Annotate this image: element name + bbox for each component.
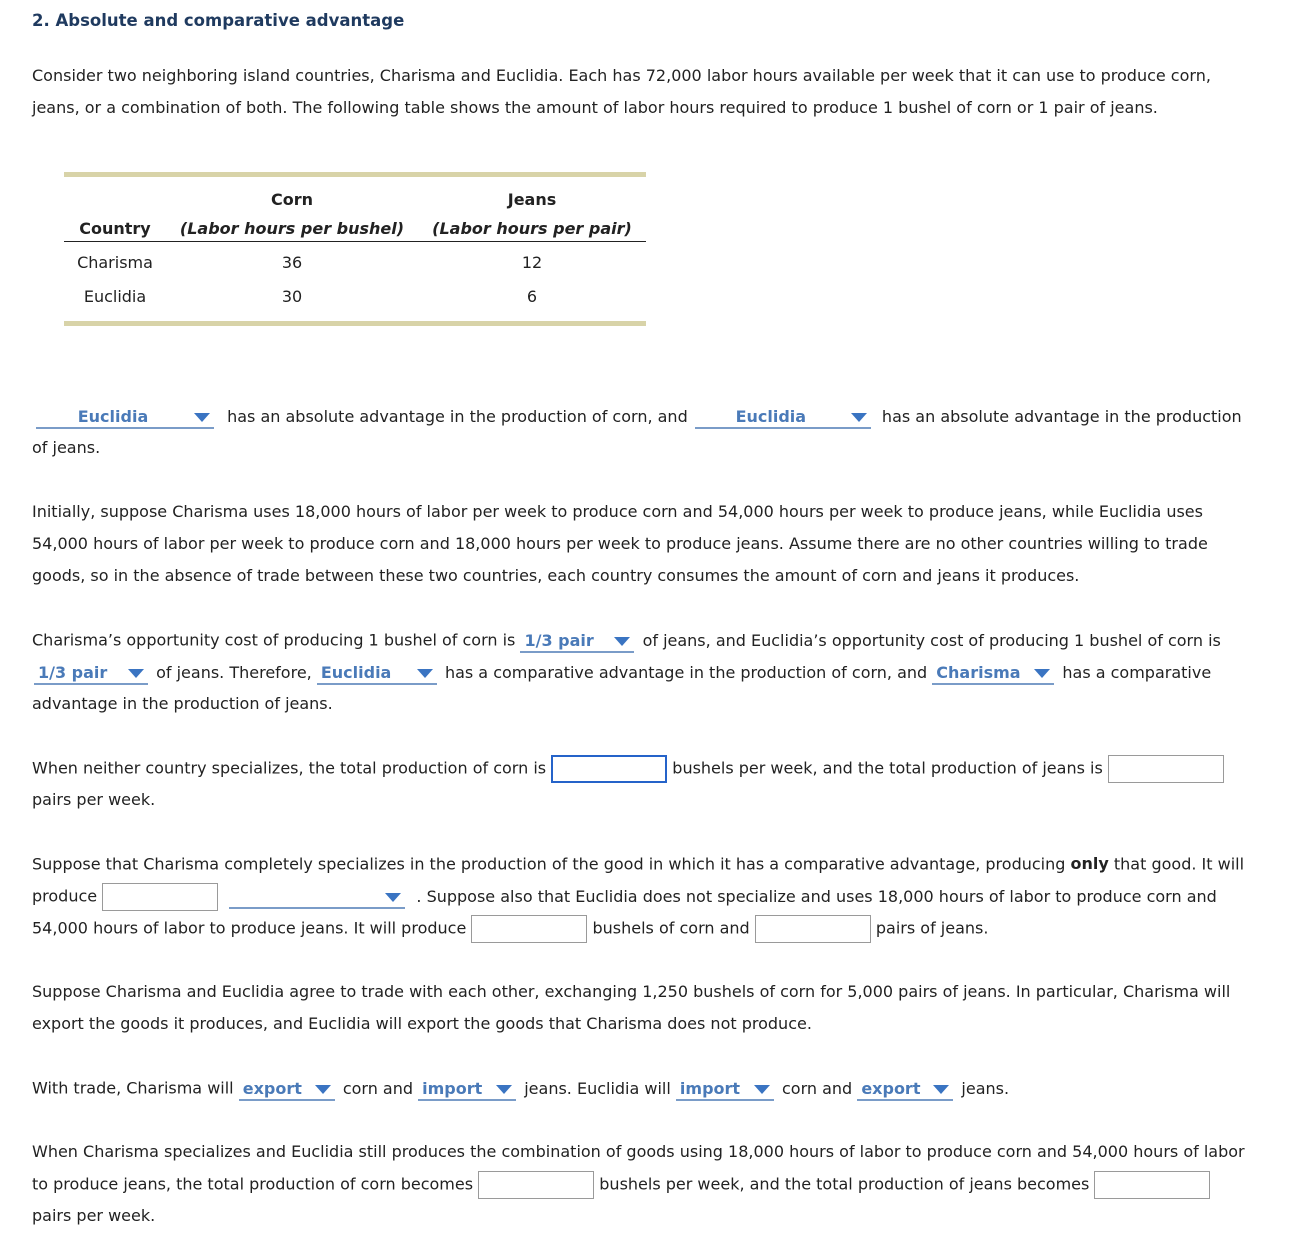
sentence-text: bushels per week, and the total production of jeans becomes — [599, 1174, 1090, 1194]
sentence-text: When Charisma specializes and Euclidia still produces the combination of goods using 18,000 hours of labor to produce corn and 54,000 hours of labor — [32, 1142, 1245, 1161]
row-country: Charisma — [77, 253, 153, 272]
with-trade-line — [32, 1072, 1009, 1104]
dropdown-value: export — [242, 1078, 302, 1098]
chevron-down-icon — [315, 1085, 331, 1094]
spec-line-2 — [32, 880, 1217, 912]
total-corn-with-spec-input[interactable] — [478, 1171, 594, 1199]
dropdown-value: import — [679, 1078, 741, 1098]
sentence-text: corn and — [782, 1078, 853, 1098]
emphasis-text: only — [1070, 854, 1109, 873]
sentence-text: jeans. Euclidia will — [524, 1078, 671, 1098]
chevron-down-icon — [933, 1085, 949, 1094]
col-header-jeans-unit: (Labor hours per pair) — [432, 219, 632, 238]
no-spec-line — [32, 752, 1224, 784]
labor-hours-table — [64, 172, 646, 326]
chevron-down-icon — [194, 413, 210, 422]
sentence-text: pairs of jeans. — [875, 918, 989, 938]
sentence-text: pairs per week. — [32, 790, 156, 809]
euclidia-corn-trade-dropdown[interactable] — [676, 1077, 774, 1101]
absolute-advantage-sentence — [36, 400, 1242, 432]
chevron-down-icon — [1034, 669, 1050, 678]
sentence-text: of jeans, and Euclidia’s opportunity cost of producing 1 bushel of corn is — [642, 630, 1221, 650]
euclidia-jeans-input[interactable] — [755, 915, 871, 943]
dropdown-value: 1/3 pair — [524, 630, 594, 650]
col-header-country: Country — [79, 219, 151, 238]
table-top-border — [64, 172, 646, 177]
euclidia-jeans-trade-dropdown[interactable] — [857, 1077, 953, 1101]
charisma-specialized-good-dropdown[interactable] — [229, 885, 405, 909]
sentence-text: that good. It will — [1113, 854, 1245, 874]
sentence-text: With trade, Charisma will — [32, 1078, 234, 1098]
charisma-corn-trade-dropdown[interactable] — [239, 1077, 335, 1101]
spec-line-1 — [32, 848, 1244, 880]
total-jeans-with-spec-input[interactable] — [1094, 1171, 1210, 1199]
euclidia-corn-input[interactable] — [471, 915, 587, 943]
absolute-corn-dropdown[interactable] — [36, 405, 214, 429]
total-corn-no-spec-input[interactable] — [551, 755, 667, 783]
sentence-text: has a comparative — [1062, 662, 1212, 682]
sentence-text: to produce jeans, the total production of corn becomes — [32, 1174, 474, 1194]
charisma-opp-cost-dropdown[interactable] — [520, 629, 634, 653]
sentence-text: . Suppose also that Euclidia does not specialize and uses 18,000 hours of labor to produce corn and — [416, 886, 1217, 906]
row-corn-hours: 36 — [281, 253, 303, 272]
sentence-text: When neither country specializes, the total production of corn is — [32, 758, 547, 778]
row-corn-hours: 30 — [281, 287, 303, 306]
chevron-down-icon — [614, 637, 630, 646]
total-jeans-no-spec-input[interactable] — [1108, 755, 1224, 783]
col-header-jeans: Jeans — [507, 190, 557, 209]
intro-paragraph: Consider two neighboring island countries, Charisma and Euclidia. Each has 72,000 labor hours available per week that it can use to produce corn, jeans, or a combination of both. The following table shows the amount of labor hours required to produce 1 bushel of corn or 1 pair of jeans. — [32, 66, 1211, 117]
chevron-down-icon — [128, 669, 144, 678]
chevron-down-icon — [851, 413, 867, 422]
row-jeans-hours: 6 — [526, 287, 538, 306]
sentence-text: Suppose that Charisma completely specializes in the production of the good in which it has a comparative advantage, producing — [32, 854, 1066, 874]
sentence-text: 54,000 hours of labor to produce jeans. It will produce — [32, 918, 467, 938]
absolute-jeans-dropdown[interactable] — [695, 405, 871, 429]
comparative-corn-dropdown[interactable] — [317, 661, 437, 685]
chevron-down-icon — [385, 893, 401, 902]
comparative-jeans-dropdown[interactable] — [932, 661, 1054, 685]
chevron-down-icon — [754, 1085, 770, 1094]
dropdown-value: export — [861, 1078, 921, 1098]
dropdown-value: Euclidia — [735, 406, 807, 426]
dropdown-value: Euclidia — [320, 662, 392, 682]
dropdown-value: Charisma — [936, 662, 1021, 682]
dropdown-value: import — [422, 1078, 483, 1098]
sentence-text: has an absolute advantage in the production — [881, 406, 1242, 426]
chevron-down-icon — [417, 669, 433, 678]
final-line-2 — [32, 1168, 1210, 1200]
row-jeans-hours: 12 — [521, 253, 543, 272]
sentence-text: bushels of corn and — [592, 918, 750, 938]
sentence-text: produce — [32, 886, 98, 906]
dropdown-value: 1/3 pair — [38, 662, 108, 682]
trade-paragraph: Suppose Charisma and Euclidia agree to trade with each other, exchanging 1,250 bushels of corn for 5,000 pairs of jeans. In particular, Charisma will export the goods it produces, and Euclidia will export the goods that Charisma does not produce. — [32, 982, 1231, 1033]
sentence-text: advantage in the production of jeans. — [32, 694, 333, 713]
sentence-text: of jeans. Therefore, — [156, 662, 312, 682]
sentence-text: Charisma’s opportunity cost of producing 1 bushel of corn is — [32, 630, 516, 650]
sentence-text: of jeans. — [32, 438, 101, 457]
spec-line-3 — [32, 912, 988, 944]
sentence-text: bushels per week, and the total production of jeans is — [672, 758, 1103, 778]
sentence-text: pairs per week. — [32, 1206, 156, 1225]
sentence-text: has a comparative advantage in the production of corn, and — [444, 662, 928, 682]
sentence-text: has an absolute advantage in the production of corn, and — [227, 406, 688, 426]
opportunity-line-2 — [34, 656, 1211, 688]
header-rule — [64, 241, 646, 242]
initial-paragraph: Initially, suppose Charisma uses 18,000 hours of labor per week to produce corn and 54,000 hours per week to produce jeans, while Euclidia uses 54,000 hours of labor per week to produce corn and 18,000 hours per week to produce jeans. Assume there are no other countries willing to trade goods, so in the absence of trade between these two countries, each country consumes the amount of corn and jeans it produces. — [32, 502, 1208, 585]
charisma-specialized-quantity-input[interactable] — [102, 883, 218, 911]
col-header-corn-unit: (Labor hours per bushel) — [179, 219, 405, 238]
sentence-text: jeans. — [961, 1078, 1010, 1098]
question-title: 2. Absolute and comparative advantage — [32, 11, 405, 30]
euclidia-opp-cost-dropdown[interactable] — [34, 661, 148, 685]
table-bottom-border — [64, 321, 646, 326]
charisma-jeans-trade-dropdown[interactable] — [418, 1077, 516, 1101]
dropdown-value: Euclidia — [77, 406, 149, 426]
sentence-text: corn and — [342, 1078, 414, 1098]
opportunity-line-1 — [32, 624, 1221, 656]
chevron-down-icon — [496, 1085, 512, 1094]
row-country: Euclidia — [83, 287, 147, 306]
col-header-corn: Corn — [270, 190, 313, 209]
